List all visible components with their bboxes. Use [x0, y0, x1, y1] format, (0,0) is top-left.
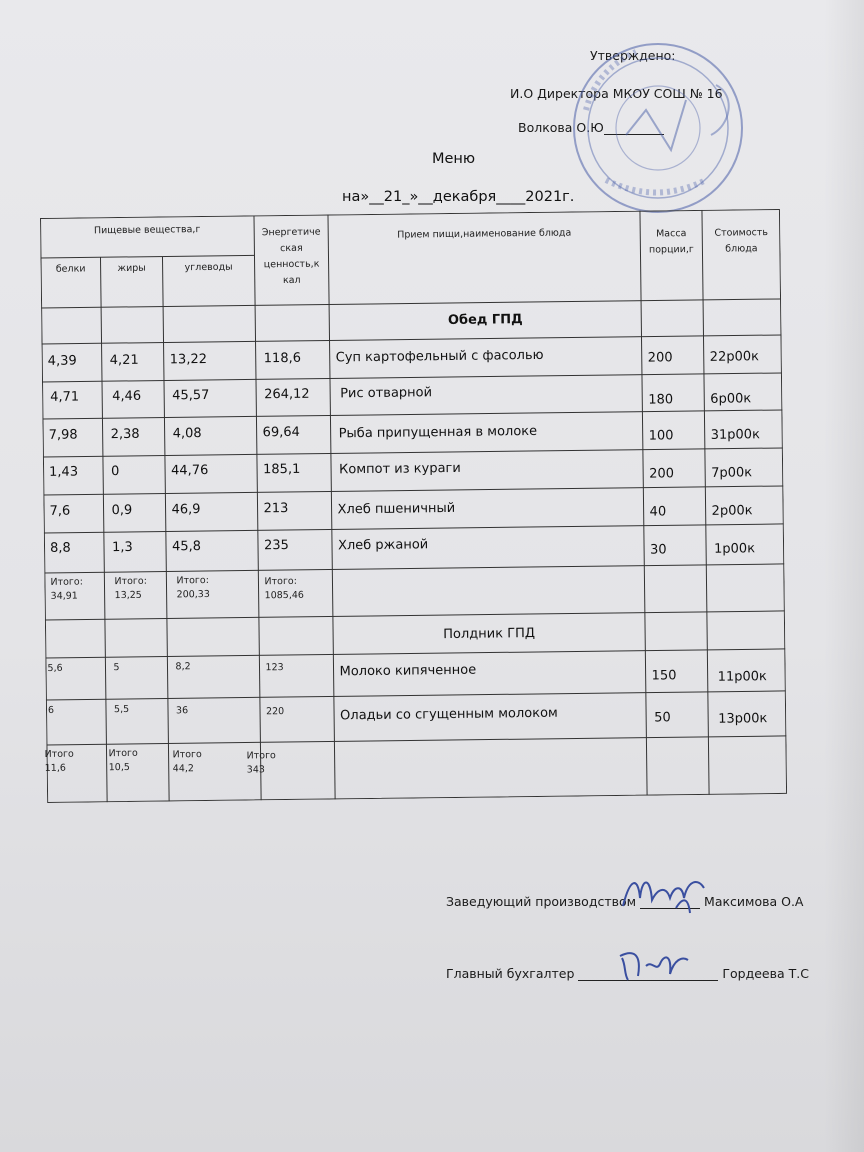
- row-7-energy: 123: [265, 662, 284, 674]
- total-1-fats-value: 13,25: [114, 589, 142, 602]
- row-3-cost: 31р00к: [710, 427, 760, 443]
- row-4-fats: 0: [111, 464, 120, 480]
- total-2-carbs: [172, 748, 202, 776]
- row-6-dish: Хлеб ржаной: [337, 537, 429, 554]
- row-1-cost: 22р00к: [709, 349, 760, 365]
- total-2-proteins-label: Итого: [44, 748, 74, 760]
- approval-title: Утверждено:: [590, 48, 676, 63]
- stamp-seal-icon: [566, 40, 746, 220]
- row-8-mass: 50: [654, 710, 671, 726]
- total-1-energy-value: 1085,46: [264, 589, 304, 602]
- row-3-energy: 69,64: [262, 424, 300, 441]
- head-handwritten-signature-icon: [618, 868, 708, 918]
- accountant-label: Главный бухгалтер: [446, 966, 575, 981]
- total-1-proteins-value: 34,91: [50, 590, 78, 602]
- header-cost-line-2: блюда: [725, 243, 758, 255]
- row-6-fats: 1,3: [111, 539, 133, 556]
- total-2-fats-label: Итого: [108, 747, 138, 760]
- header-cost-line-1: Стоимость: [714, 227, 769, 239]
- accountant-handwritten-signature-icon: [612, 946, 692, 986]
- total-2-carbs-value: 44,2: [172, 763, 194, 775]
- row-5-fats: 0,9: [111, 502, 133, 519]
- row-5-carbs: 46,9: [171, 502, 201, 518]
- header-energy: [254, 224, 329, 289]
- row-8-cost: 13р00к: [718, 711, 768, 727]
- document-title: Меню: [432, 151, 476, 167]
- row-2-cost: 6р00к: [710, 391, 752, 407]
- total-1-carbs-label: Итого:: [176, 574, 209, 587]
- row-1-carbs: 13,22: [169, 351, 208, 368]
- row-2-dish: Рис отварной: [340, 385, 433, 402]
- row-3-carbs: 4,08: [172, 426, 202, 442]
- header-energy-line-3: ценность,к: [263, 258, 320, 271]
- row-2-mass: 180: [648, 392, 674, 408]
- row-1-dish: Суп картофельный с фасолью: [335, 347, 544, 366]
- head-name: Максимова О.А: [704, 894, 804, 909]
- header-meal: Прием пищи,наименование блюда: [397, 227, 572, 241]
- row-4-proteins: 1,43: [49, 464, 79, 480]
- total-1-proteins-label: Итого:: [50, 576, 83, 588]
- total-2-fats: [108, 747, 138, 775]
- approval-position: И.О Директора МКОУ СОШ № 16: [510, 86, 723, 101]
- total-2-carbs-label: Итого: [172, 749, 202, 761]
- row-1-proteins: 4,39: [47, 353, 77, 369]
- total-2-proteins-value: 11,6: [44, 762, 66, 774]
- accountant-name: Гордеева Т.С: [722, 966, 809, 981]
- header-carbs: углеводы: [184, 261, 233, 274]
- section-title-snack: Полдник ГПД: [443, 625, 536, 643]
- row-3-fats: 2,38: [110, 426, 140, 443]
- section-title-lunch: Обед ГПД: [447, 312, 523, 329]
- header-mass-line-1: Масса: [656, 228, 687, 240]
- row-4-mass: 200: [649, 466, 675, 482]
- row-1-energy: 118,6: [263, 350, 302, 367]
- row-8-fats: 5,5: [113, 703, 130, 716]
- total-1-fats-label: Итого:: [114, 575, 147, 588]
- row-2-fats: 4,46: [112, 388, 142, 405]
- row-2-proteins: 4,71: [50, 389, 80, 405]
- row-7-mass: 150: [651, 668, 677, 684]
- header-energy-line-4: кал: [282, 274, 301, 287]
- total-2-energy-value: 343: [246, 764, 265, 776]
- row-4-cost: 7р00к: [711, 465, 753, 481]
- row-3-proteins: 7,98: [48, 427, 78, 443]
- document-date: на»__21_»__декабря____2021г.: [342, 189, 575, 205]
- row-7-carbs: 8,2: [175, 661, 191, 673]
- row-6-energy: 235: [263, 537, 289, 554]
- approval-name: Волкова О.Ю: [518, 120, 604, 135]
- row-2-carbs: 45,57: [172, 387, 210, 404]
- header-energy-line-1: Энергетиче: [261, 226, 321, 239]
- header-fats: жиры: [117, 262, 146, 275]
- header-mass-line-2: порции,г: [648, 244, 694, 256]
- row-8-dish: Оладьи со сгущенным молоком: [340, 705, 558, 724]
- row-5-dish: Хлеб пшеничный: [337, 500, 456, 518]
- row-7-fats: 5: [113, 662, 120, 674]
- row-7-dish: Молоко кипяченное: [339, 662, 477, 680]
- total-1-carbs: [176, 574, 210, 602]
- header-cost: [702, 225, 780, 258]
- row-6-carbs: 45,8: [171, 539, 202, 555]
- total-2-energy: [247, 749, 277, 777]
- row-7-cost: 11р00к: [717, 669, 767, 685]
- row-3-dish: Рыба припущенная в молоке: [338, 423, 538, 442]
- header-nutrients: Пищевые вещества,г: [93, 224, 201, 237]
- row-2-energy: 264,12: [264, 386, 310, 403]
- row-6-cost: 1р00к: [714, 541, 756, 557]
- row-7-proteins: 5,6: [47, 662, 63, 674]
- total-2-fats-value: 10,5: [108, 761, 130, 774]
- paper-shadow: [824, 0, 864, 1152]
- head-label: Заведующий производством: [446, 894, 637, 909]
- row-4-carbs: 44,76: [171, 462, 209, 479]
- total-1-proteins: [50, 576, 83, 604]
- row-1-mass: 200: [647, 350, 673, 366]
- total-1-energy: [264, 575, 304, 603]
- menu-table: [40, 209, 787, 803]
- total-1-energy-label: Итого:: [264, 575, 297, 588]
- header-mass: [640, 226, 702, 259]
- row-1-fats: 4,21: [109, 352, 139, 369]
- row-5-cost: 2р00к: [711, 503, 753, 519]
- header-energy-line-2: ская: [280, 242, 303, 255]
- row-5-energy: 213: [263, 500, 289, 517]
- row-5-mass: 40: [649, 504, 667, 520]
- row-4-energy: 185,1: [263, 461, 301, 478]
- total-2-proteins: [44, 748, 74, 776]
- row-8-proteins: 6: [47, 704, 55, 716]
- row-8-carbs: 36: [175, 705, 189, 717]
- row-3-mass: 100: [648, 428, 674, 444]
- row-8-energy: 220: [265, 706, 285, 718]
- row-6-mass: 30: [650, 542, 667, 558]
- total-1-carbs-value: 200,33: [176, 588, 210, 601]
- row-4-dish: Компот из кураги: [339, 460, 461, 478]
- total-2-energy-label: Итого: [246, 750, 276, 762]
- row-6-proteins: 8,8: [49, 540, 71, 556]
- total-1-fats: [114, 575, 147, 603]
- row-5-proteins: 7,6: [49, 503, 71, 519]
- header-proteins: белки: [55, 263, 86, 275]
